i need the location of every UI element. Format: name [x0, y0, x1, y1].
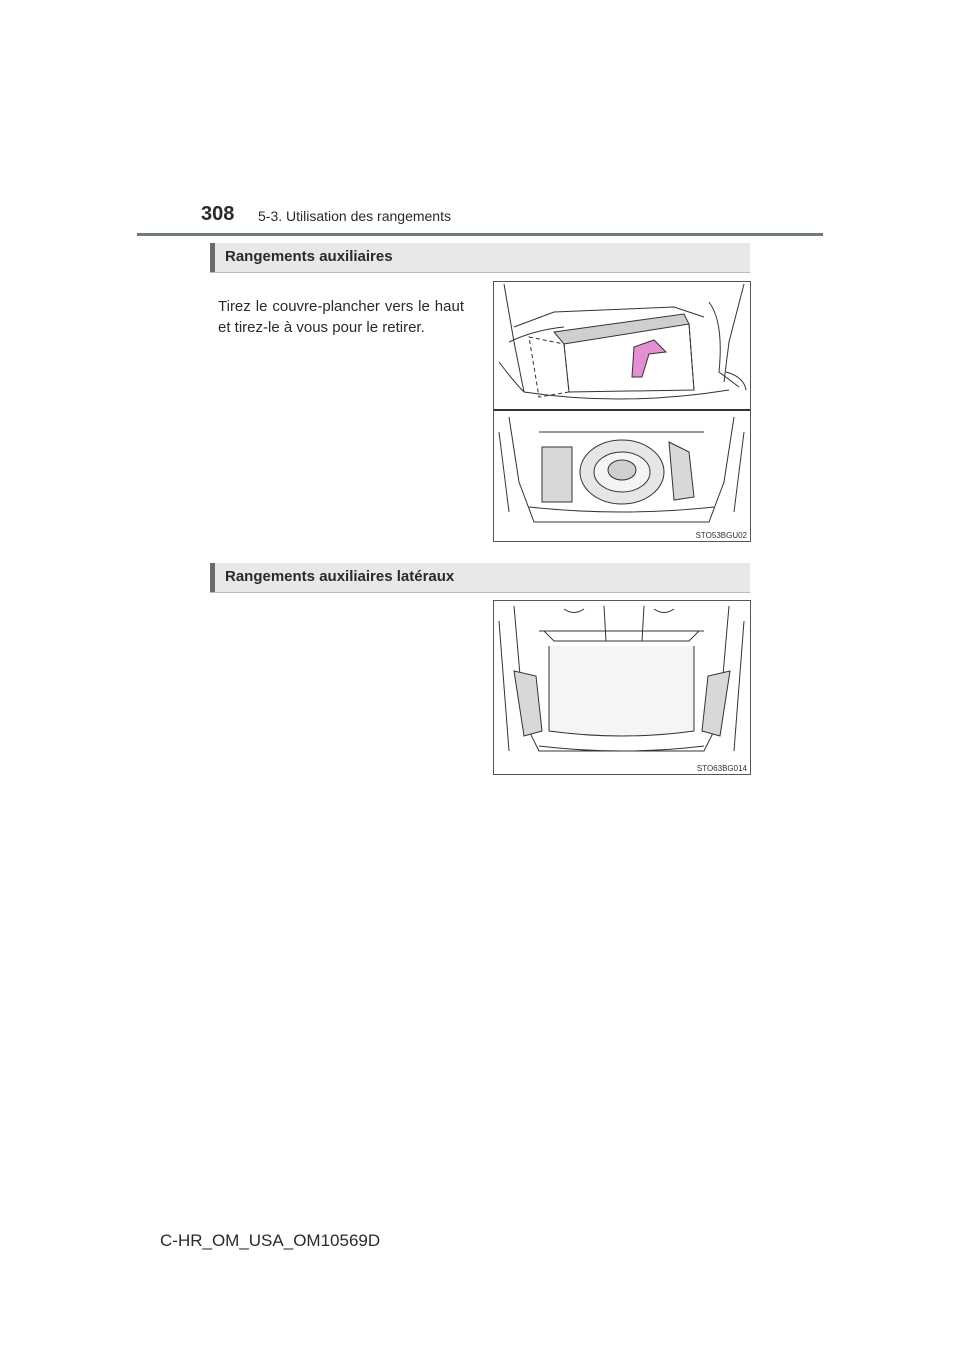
section-heading-side-storage: [210, 563, 750, 593]
section-heading-text: Rangements auxiliaires latéraux: [225, 568, 455, 585]
side-storage-illustration: [494, 601, 750, 774]
heading-marker: [210, 563, 215, 592]
luggage-illustration: [494, 282, 750, 541]
section-heading-storage: [210, 243, 750, 273]
header-rule: [137, 233, 823, 236]
instruction-paragraph: Tirez le couvre-plancher vers le haut et tirez-le à vous pour le retirer.: [218, 298, 464, 336]
page-number: 308: [201, 203, 235, 225]
footer-doc-code: C-HR_OM_USA_OM10569D: [160, 1231, 381, 1250]
figure-luggage-storage: [493, 281, 751, 542]
figure-side-storage: [493, 600, 751, 775]
section-title: 5-3. Utilisation des rangements: [258, 208, 451, 224]
heading-marker: [210, 243, 215, 272]
section-heading-text: Rangements auxiliaires: [225, 248, 393, 265]
lift-arrow-icon: [632, 340, 666, 377]
figure-code: STO53BGU02: [695, 531, 747, 540]
figure-code: STO63BG014: [696, 764, 747, 773]
